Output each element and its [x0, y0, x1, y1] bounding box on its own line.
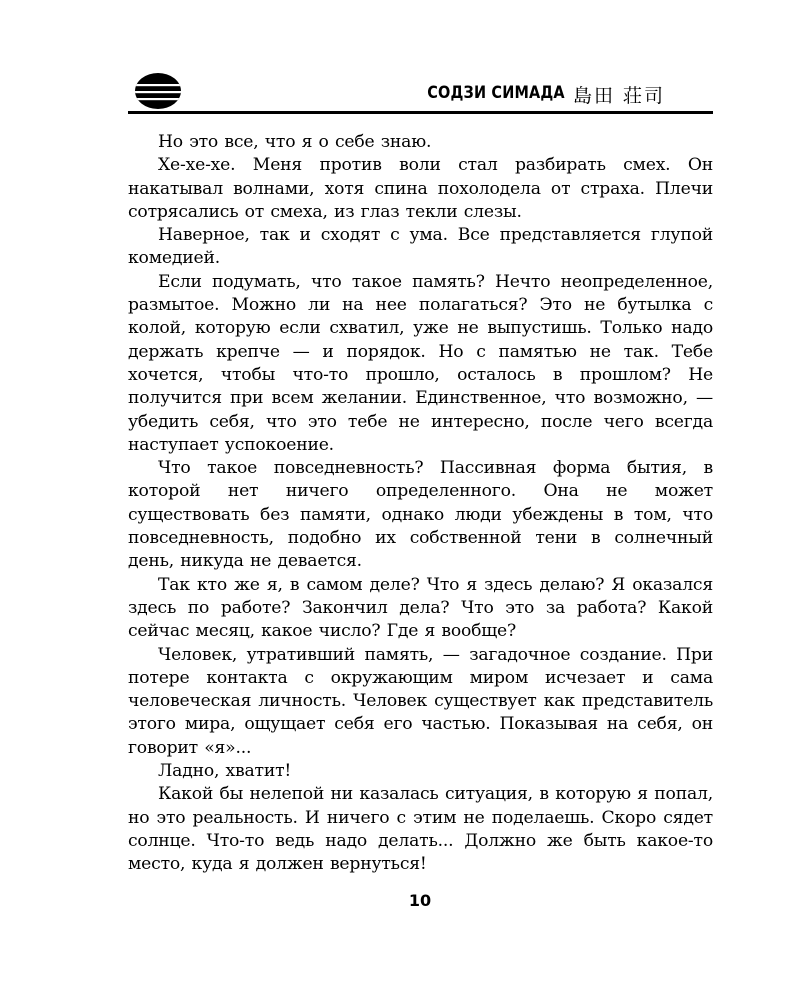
paragraph: Человек, утративший память, — загадочное создание. При потере контакта с окружающим миром исчезает и сама человеческая личность. Человек существует как представитель этого мира, ощущает себя его частью. Показывая на себя, он говорит «я»... — [128, 644, 713, 758]
author-name-japanese: 島田 荘司 — [573, 85, 666, 107]
paragraph: Наверное, так и сходят с ума. Все представляется глупой комедией. — [128, 225, 713, 269]
header-divider — [128, 111, 713, 114]
author-name: СОДЗИ СИМАДА — [427, 83, 565, 103]
paragraph: Так кто же я, в самом деле? Что я здесь делаю? Я оказался здесь по работе? Закончил дела? Что это за работа? Какой сейчас месяц, какое число? Где я вообще? — [128, 574, 713, 642]
page-number: 10 — [408, 891, 432, 910]
paragraph: Хе-хе-хе. Меня против воли стал разбирать смех. Он накатывал волнами, хотя спина похолодела от страха. Плечи сотрясались от смеха, из глаз текли слезы. — [128, 155, 713, 222]
page-body — [128, 131, 713, 877]
paragraph: Если подумать, что такое память? Нечто неопределенное, размытое. Можно ли на нее полагаться? Это не бутылка с колой, которую если схватил, уже не выпустишь. Только надо держать крепче — и порядок. Но с памятью не так. Тебе хочется, чтобы что-то прошло, осталось в прошлом? Не получится при всем желании. Единственное, что возможно, — убедить себя, что это тебе не интересно, после чего всегда наступает успокоение. — [128, 271, 713, 455]
paragraph: Какой бы нелепой ни казалась ситуация, в которую я попал, но это реальность. И ничего с этим не поделаешь. Скоро сядет солнце. Что-то ведь надо делать... Должно же быть какое-то место, куда я должен вернуться! — [128, 784, 713, 875]
rising-sun-logo-icon — [134, 72, 182, 110]
paragraph: Но это все, что я о себе знаю. — [158, 132, 432, 152]
paragraph: Что такое повседневность? Пассивная форма бытия, в которой нет ничего определенного. Она не может существовать без памяти, однако люди убеждены в том, что повседневность, подобно их собственной тени в солнечный день, никуда не девается. — [128, 458, 713, 572]
running-header — [128, 68, 713, 114]
paragraph: Ладно, хватит! — [158, 761, 292, 782]
